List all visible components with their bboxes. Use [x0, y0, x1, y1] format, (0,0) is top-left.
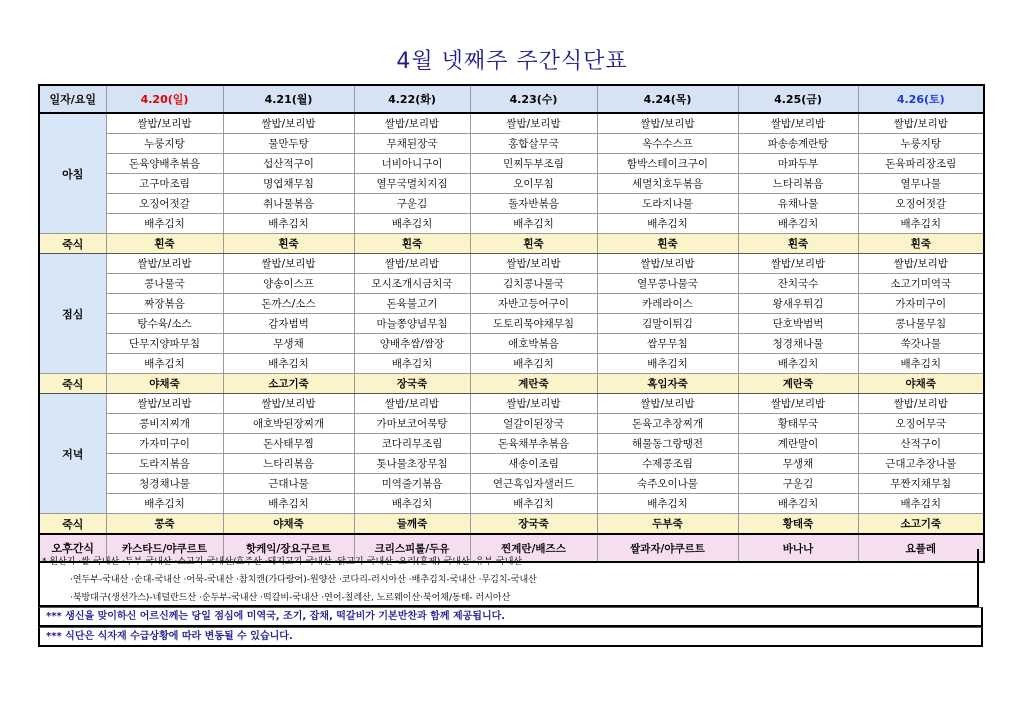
snack-item: 바나나 [738, 534, 858, 562]
header-row [39, 85, 984, 113]
menu-item: 쌀밥/보리밥 [597, 254, 738, 274]
juk-label: 죽식 [39, 234, 106, 254]
menu-item: 배추김치 [354, 214, 470, 234]
menu-item: 수제콩조림 [597, 454, 738, 474]
menu-row [39, 354, 984, 374]
juk-label: 죽식 [39, 374, 106, 394]
menu-item: 연근흑임자샐러드 [470, 474, 597, 494]
snack-item: 찐계란/배즈스 [470, 534, 597, 562]
menu-item: 김치콩나물국 [470, 274, 597, 294]
menu-item: 쌀밥/보리밥 [597, 113, 738, 134]
menu-item: 배추김치 [738, 494, 858, 514]
juk-item: 야채죽 [223, 514, 354, 535]
menu-item: 쌈무무침 [597, 334, 738, 354]
menu-item: 오징어무국 [858, 414, 984, 434]
menu-item: 배추김치 [597, 354, 738, 374]
menu-item: 가마보코어묵탕 [354, 414, 470, 434]
menu-item: 파송송계란탕 [738, 134, 858, 154]
menu-item: 열무콩나물국 [597, 274, 738, 294]
menu-item: 코다리무조림 [354, 434, 470, 454]
menu-item: 해물동그랑땡전 [597, 434, 738, 454]
menu-item: 미역줄기볶음 [354, 474, 470, 494]
menu-item: 도라지나물 [597, 194, 738, 214]
menu-item: 누룽지탕 [858, 134, 984, 154]
birthday-notice: *** 생신을 맞이하신 어르신께는 당일 점심에 미역국, 조기, 잡채, 떡갈비가 기본반찬과 함께 제공됩니다. [38, 607, 983, 627]
menu-item: 산적구이 [858, 434, 984, 454]
menu-row [39, 454, 984, 474]
menu-item: 함박스테이크구이 [597, 154, 738, 174]
menu-item: 느타리볶음 [223, 454, 354, 474]
menu-item: 느타리볶음 [738, 174, 858, 194]
menu-item: 쌀밥/보리밥 [354, 394, 470, 414]
menu-item: 돈육파리장조림 [858, 154, 984, 174]
menu-item: 쌀밥/보리밥 [470, 394, 597, 414]
menu-item: 배추김치 [858, 354, 984, 374]
menu-item: 배추김치 [223, 354, 354, 374]
juk-item: 소고기죽 [858, 514, 984, 535]
menu-item: 쌀밥/보리밥 [223, 113, 354, 134]
menu-item: 취나물볶음 [223, 194, 354, 214]
day-header: 4.26(토) [858, 85, 984, 113]
menu-row [39, 194, 984, 214]
menu-item: 콩비지찌개 [106, 414, 223, 434]
origin-line: ·북방대구(생선가스)-네덜란드산 ·순두부-국내산 ·떡갈비-국내산 ·연어-칠레산, 노르웨이산·북어채/동태- 러시아산 [70, 593, 511, 603]
juk-item: 흰죽 [223, 234, 354, 254]
page-title: 4월 넷째주 주간식단표 [396, 49, 628, 74]
menu-item: 배추김치 [106, 214, 223, 234]
menu-item: 배추김치 [106, 494, 223, 514]
menu-row [39, 334, 984, 354]
menu-item: 쌀밥/보리밥 [858, 254, 984, 274]
menu-table [38, 84, 985, 563]
menu-item: 쌀밥/보리밥 [223, 394, 354, 414]
menu-item: 돈사태무찜 [223, 434, 354, 454]
menu-item: 배추김치 [597, 494, 738, 514]
menu-item: 열무나물 [858, 174, 984, 194]
menu-row [39, 214, 984, 234]
origin-notes [38, 549, 979, 607]
menu-item: 물만두탕 [223, 134, 354, 154]
day-header: 4.21(월) [223, 85, 354, 113]
menu-item: 애호박된장찌개 [223, 414, 354, 434]
menu-item: 유채나물 [738, 194, 858, 214]
menu-row [39, 494, 984, 514]
menu-item: 쌀밥/보리밥 [354, 113, 470, 134]
menu-item: 마늘쫑양념무침 [354, 314, 470, 334]
juk-item: 흑임자죽 [597, 374, 738, 394]
menu-item: 배추김치 [470, 354, 597, 374]
menu-item: 얼갈이된장국 [470, 414, 597, 434]
menu-item: 쌀밥/보리밥 [738, 254, 858, 274]
day-header: 4.25(금) [738, 85, 858, 113]
menu-row [39, 274, 984, 294]
menu-item: 숙주오이나물 [597, 474, 738, 494]
menu-item: 쌀밥/보리밥 [354, 254, 470, 274]
menu-item: 쌀밥/보리밥 [738, 394, 858, 414]
menu-item: 구운김 [738, 474, 858, 494]
menu-item: 콩나물무침 [858, 314, 984, 334]
juk-item: 계란죽 [470, 374, 597, 394]
juk-row [39, 374, 984, 394]
menu-row [39, 174, 984, 194]
menu-item: 쌀밥/보리밥 [106, 113, 223, 134]
menu-item: 가자미구이 [106, 434, 223, 454]
menu-row [39, 134, 984, 154]
menu-item: 청경채나물 [738, 334, 858, 354]
menu-item: 배추김치 [470, 494, 597, 514]
menu-item: 너비아니구이 [354, 154, 470, 174]
menu-item: 민찌두부조림 [470, 154, 597, 174]
menu-item: 애호박볶음 [470, 334, 597, 354]
menu-item: 돈까스/소스 [223, 294, 354, 314]
menu-item: 탕수육/소스 [106, 314, 223, 334]
menu-item: 홍합살무국 [470, 134, 597, 154]
snack-item: 크리스피롤/두유 [354, 534, 470, 562]
menu-item: 쌀밥/보리밥 [223, 254, 354, 274]
menu-item: 구운김 [354, 194, 470, 214]
menu-item: 돈육양배추볶음 [106, 154, 223, 174]
menu-item: 쌀밥/보리밥 [597, 394, 738, 414]
menu-item: 돌자반볶음 [470, 194, 597, 214]
menu-item: 배추김치 [858, 214, 984, 234]
menu-item: 무채된장국 [354, 134, 470, 154]
menu-item: 김말이튀김 [597, 314, 738, 334]
menu-item: 배추김치 [858, 494, 984, 514]
menu-item: 쌀밥/보리밥 [106, 254, 223, 274]
juk-item: 장국죽 [470, 514, 597, 535]
snack-label: 오후간식 [39, 534, 106, 562]
juk-item: 흰죽 [470, 234, 597, 254]
menu-item: 옥수수스프 [597, 134, 738, 154]
menu-item: 단호박범벅 [738, 314, 858, 334]
meal-label: 점심 [39, 254, 106, 374]
juk-item: 흰죽 [858, 234, 984, 254]
menu-item: 쌀밥/보리밥 [858, 394, 984, 414]
menu-item: 섭산적구이 [223, 154, 354, 174]
menu-row [39, 154, 984, 174]
menu-item: 콩나물국 [106, 274, 223, 294]
juk-item: 황태죽 [738, 514, 858, 535]
menu-item: 황태무국 [738, 414, 858, 434]
menu-row [39, 474, 984, 494]
menu-item: 돈육불고기 [354, 294, 470, 314]
menu-item: 쌀밥/보리밥 [470, 254, 597, 274]
menu-item: 돈육채부추볶음 [470, 434, 597, 454]
juk-item: 장국죽 [354, 374, 470, 394]
menu-item: 오징어젓갈 [106, 194, 223, 214]
menu-item: 배추김치 [223, 494, 354, 514]
juk-item: 야채죽 [858, 374, 984, 394]
menu-item: 오징어젓갈 [858, 194, 984, 214]
menu-item: 카레라이스 [597, 294, 738, 314]
snack-item: 핫케익/장요구르트 [223, 534, 354, 562]
day-header: 4.23(수) [470, 85, 597, 113]
snack-item: 요플레 [858, 534, 984, 562]
juk-row [39, 514, 984, 535]
menu-row [39, 113, 984, 134]
menu-item: 배추김치 [597, 214, 738, 234]
juk-item: 흰죽 [106, 234, 223, 254]
day-header: 4.20(일) [106, 85, 223, 113]
menu-item: 감자범벅 [223, 314, 354, 334]
menu-item: 배추김치 [106, 354, 223, 374]
menu-row [39, 314, 984, 334]
menu-item: 양송이스프 [223, 274, 354, 294]
meal-label: 아침 [39, 113, 106, 234]
menu-item: 쌀밥/보리밥 [470, 113, 597, 134]
snack-item: 쌀과자/야쿠르트 [597, 534, 738, 562]
snack-item: 카스타드/야쿠르트 [106, 534, 223, 562]
juk-label: 죽식 [39, 514, 106, 535]
menu-item: 배추김치 [738, 214, 858, 234]
juk-item: 소고기죽 [223, 374, 354, 394]
menu-row [39, 254, 984, 274]
menu-item: 고구마조림 [106, 174, 223, 194]
menu-row [39, 414, 984, 434]
menu-item: 잔치국수 [738, 274, 858, 294]
juk-item: 야채죽 [106, 374, 223, 394]
menu-item: 마파두부 [738, 154, 858, 174]
menu-item: 짜장볶음 [106, 294, 223, 314]
menu-item: 단무지양파무침 [106, 334, 223, 354]
menu-item: 소고기미역국 [858, 274, 984, 294]
menu-item: 도라지볶음 [106, 454, 223, 474]
menu-item: 무생채 [738, 454, 858, 474]
menu-item: 배추김치 [354, 494, 470, 514]
menu-item: 오이무침 [470, 174, 597, 194]
menu-item: 근대나물 [223, 474, 354, 494]
menu-item: 쌀밥/보리밥 [106, 394, 223, 414]
juk-item: 흰죽 [738, 234, 858, 254]
juk-item: 두부죽 [597, 514, 738, 535]
menu-item: 왕새우튀김 [738, 294, 858, 314]
day-header: 4.22(화) [354, 85, 470, 113]
menu-item: 자반고등어구이 [470, 294, 597, 314]
menu-item: 계란말이 [738, 434, 858, 454]
menu-item: 열무국멸치지짐 [354, 174, 470, 194]
menu-item: 쑥갓나물 [858, 334, 984, 354]
menu-item: 톳나물초장무침 [354, 454, 470, 474]
menu-item: 새송이조림 [470, 454, 597, 474]
menu-item: 모시조개시금치국 [354, 274, 470, 294]
juk-item: 콩죽 [106, 514, 223, 535]
menu-item: 배추김치 [223, 214, 354, 234]
menu-item: 돈육고추장찌개 [597, 414, 738, 434]
menu-item: 도토리묵야채무침 [470, 314, 597, 334]
menu-item: 쌀밥/보리밥 [858, 113, 984, 134]
juk-row [39, 234, 984, 254]
menu-item: 명엽채무침 [223, 174, 354, 194]
menu-item: 양배추쌈/쌈장 [354, 334, 470, 354]
menu-item: 근대고추장나물 [858, 454, 984, 474]
menu-item: 배추김치 [354, 354, 470, 374]
menu-row [39, 434, 984, 454]
menu-item: 가자미구이 [858, 294, 984, 314]
menu-item: 배추김치 [738, 354, 858, 374]
change-notice: *** 식단은 식자재 수급상황에 따라 변동될 수 있습니다. [38, 627, 983, 647]
menu-item: 쌀밥/보리밥 [738, 113, 858, 134]
menu-item: 청경채나물 [106, 474, 223, 494]
menu-row [39, 294, 984, 314]
juk-item: 계란죽 [738, 374, 858, 394]
date-day-header: 일자/요일 [39, 85, 106, 113]
menu-item: 무짠지채무침 [858, 474, 984, 494]
menu-item: 누룽지탕 [106, 134, 223, 154]
menu-item: 무생채 [223, 334, 354, 354]
day-header: 4.24(목) [597, 85, 738, 113]
juk-item: 흰죽 [354, 234, 470, 254]
origin-line: ·연두부-국내산 ·순대-국내산 ·어묵-국내산 ·참치캔(가다랑어)-원양산 ·코다리-러시아산 ·배추김치-국내산 ·무김치-국내산 [70, 575, 537, 585]
menu-item: 세멸치호두볶음 [597, 174, 738, 194]
juk-item: 흰죽 [597, 234, 738, 254]
origin-line: * 원산지 ·쌀-국내산 ·두부-국내산 ·소고기-국내산/호주산 ·돼지고기-국내산 ·닭고기-국내산 ·오리(훈제)-국내산 ·유부-국내산 [42, 557, 523, 567]
menu-row [39, 394, 984, 414]
juk-item: 들깨죽 [354, 514, 470, 535]
meal-label: 저녁 [39, 394, 106, 514]
menu-item: 배추김치 [470, 214, 597, 234]
